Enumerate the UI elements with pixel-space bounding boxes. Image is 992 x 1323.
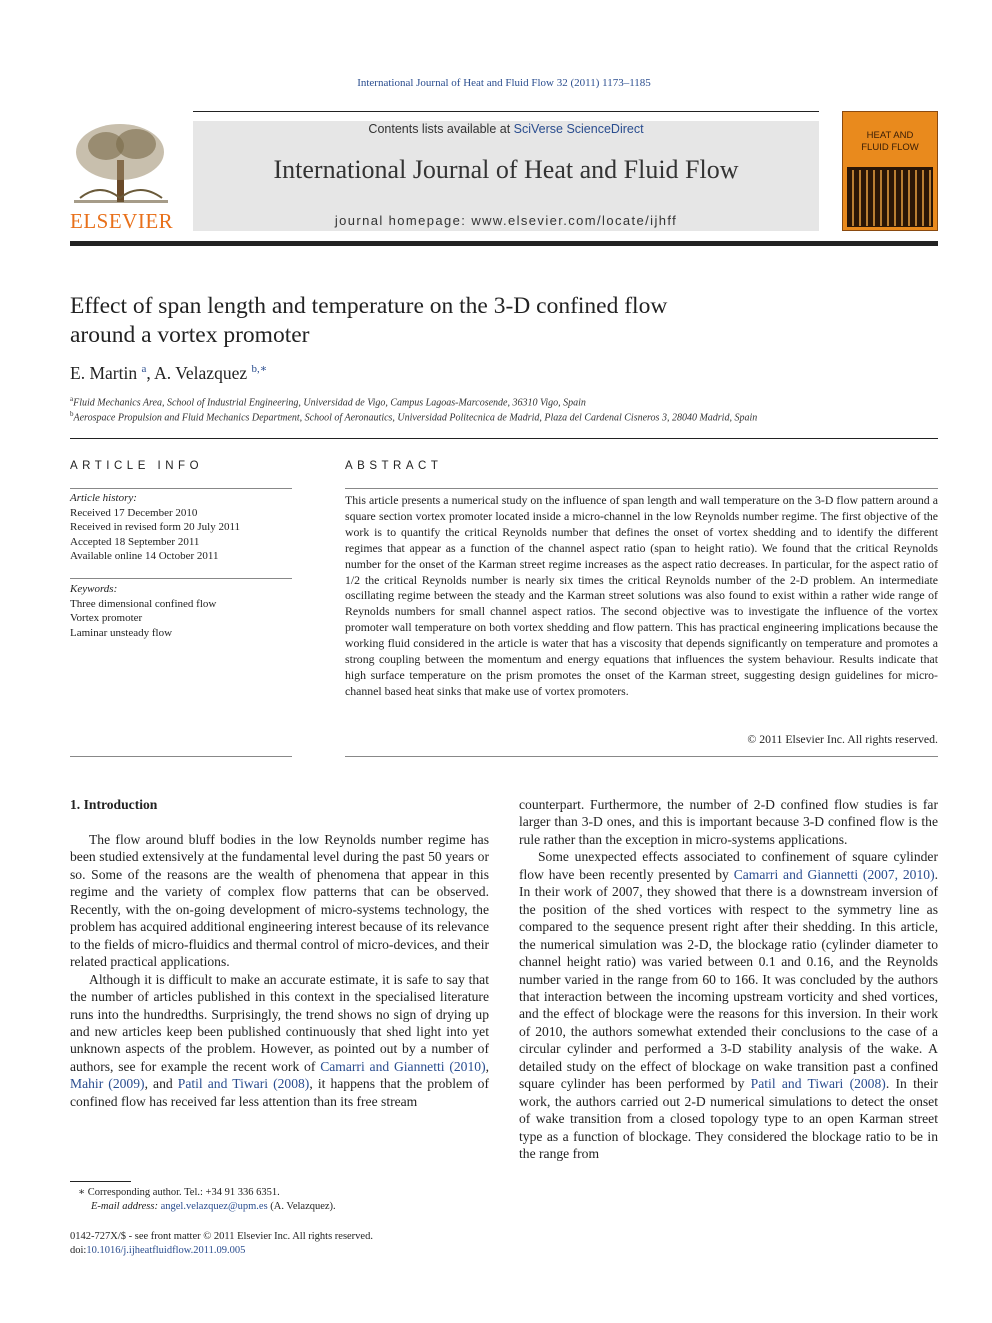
author-affiliation-link[interactable]: a [141, 363, 147, 375]
citation-link[interactable]: Mahir (2009) [70, 1076, 145, 1092]
keywords [70, 582, 292, 640]
affiliation-text: Fluid Mechanics Area, School of Industrial Engineering, Universidad de Vigo, Campus Lagoas-Marcosende, 36310 Vigo, Spain [73, 397, 586, 409]
affiliation-mark: a [70, 395, 74, 403]
corresponding-text: Corresponding author. Tel.: +34 91 336 6351. [87, 1187, 280, 1198]
paragraph-text: , and [144, 1076, 178, 1092]
article-title [70, 292, 830, 350]
email-note [91, 1201, 336, 1212]
footnote-star: ∗ [78, 1187, 86, 1198]
history-item: Received in revised form 20 July 2011 [70, 521, 241, 533]
contents-prefix: Contents lists available at [368, 122, 514, 136]
article-history-label: Article history: [70, 492, 137, 504]
header-top-rule [193, 111, 819, 112]
email-label: E-mail address: [91, 1201, 158, 1212]
abstract-heading: ABSTRACT [345, 460, 443, 472]
email-link[interactable]: angel.velazquez@upm.es [160, 1201, 268, 1212]
abstract-copyright: © 2011 Elsevier Inc. All rights reserved. [747, 732, 938, 746]
email-suffix: (A. Velazquez). [270, 1201, 336, 1212]
paragraph [70, 971, 489, 1111]
paragraph: counterpart. Furthermore, the number of 2-D confined flow studies is far larger than 3-D ones, and this is important because 3-D confined flow is the rule rather than the exception in micro-systems applications. [519, 797, 938, 847]
article-title-line1: Effect of span length and temperature on the 3-D confined flow [70, 293, 668, 319]
affiliation-text: Aerospace Propulsion and Fluid Mechanics Department, School of Aeronautics, Universidad Politecnica de Madrid, Plaza del Cardenal Cisneros 3, 28040 Madrid, Spain [73, 412, 758, 424]
paragraph [519, 848, 938, 1162]
article-info-bottom-rule [70, 756, 292, 757]
history-item: Available online 14 October 2011 [70, 550, 219, 562]
body-left-column [70, 831, 489, 1110]
doi-link[interactable]: 10.1016/j.ijheatfluidflow.2011.09.005 [86, 1245, 246, 1256]
elsevier-wordmark: ELSEVIER [70, 209, 174, 233]
footnote-rule [70, 1181, 131, 1182]
abstract-bottom-rule [345, 756, 938, 757]
contents-line [193, 122, 819, 136]
affiliation-rule [70, 438, 938, 439]
journal-cover[interactable] [842, 111, 938, 231]
citation-link[interactable]: Patil and Tiwari (2008) [177, 1076, 310, 1092]
article-history [70, 491, 292, 564]
paragraph: The flow around bluff bodies in the low Reynolds number regime has been studied extensively at the fundamental level during the past 50 years or so. Some of the reasons are the wealth of phenomena that appear in this regime and the variety of complex flow patterns that can be observed. Recently, with the on-going development of micro-systems technology, the problem has acquired additional engineering interest because of its relevance to the fields of micro-fluidics and thermal control of micro-devices, and their related practical applications. [70, 832, 490, 970]
citation-link[interactable]: Patil and Tiwari (2008) [750, 1076, 886, 1092]
paragraph-text: , [485, 1058, 489, 1074]
paragraph-text: Some unexpected effects associated to confinement of square cylinder flow have been recently presented by [519, 849, 938, 882]
affiliation-b [70, 410, 757, 423]
abstract-rule [345, 488, 938, 489]
sciencedirect-link[interactable]: SciVerse ScienceDirect [513, 122, 644, 136]
section-heading: 1. Introduction [70, 797, 158, 812]
article-title-line2: around a vortex promoter [70, 322, 310, 348]
affiliation-mark: b [70, 410, 74, 418]
issn-line: 0142-727X/$ - see front matter © 2011 Elsevier Inc. All rights reserved. [70, 1231, 373, 1242]
cover-title-line1: HEAT AND [866, 130, 914, 141]
cover-art-icon [843, 112, 938, 231]
abstract-text: This article presents a numerical study on the influence of span length and wall temperature on the 3-D flow pattern around a square section vortex promoter located inside a micro-channel in the low Reynolds number regime. The first objective of the work is to quantify the critical Reynolds number that defines the onset of vortex shedding and to identify the different regimes that appear as a function of the channel aspect ratio (span to height ratio). We found that the critical Reynolds number for the onset of the Karman street regime increases as the aspect ratio decreases. In particular, for the aspect ratio of 1/2 the critical Reynolds number is nearly six times the critical Reynolds number of the 2-D problem. An intermediate oscillating regime between the steady and the Karman street solutions was also found to exist within a rather wide range of Reynolds numbers for small channel aspect ratios. The second objective was to investigate the influence of the vortex promoter wall temperature on both vortex shedding and flow pattern. This has practical engineering implications because the working fluid considered in the article is water that has a viscosity that depends significantly on temperature and promotes a strong coupling between the momentum and energy equations that influences the system behaviour. Results indicate that high surface temperature on the prism promotes the onset of the Karman street, suggesting design guidelines for micro-channel based heat sinks that make use of vortex promoters. [345, 493, 938, 698]
paragraph-text: Although it is difficult to make an accurate estimate, it is safe to say that the number of articles published in this context in the specialised literature runs into the hundredths. Surprisingly, the trend shows no sign of drying up and new articles keep been published continuously that shed light into yet unknown aspects of the problem. However, as pointed out by a number of authors, see for example the recent work of [70, 971, 489, 1074]
journal-title: International Journal of Heat and Fluid Flow [273, 155, 739, 184]
history-item: Received 17 December 2010 [70, 506, 198, 519]
author-separator: , [146, 362, 155, 383]
author-name: E. Martin [70, 362, 138, 383]
corresponding-author-note [78, 1186, 280, 1198]
keyword-item: Three dimensional confined flow [70, 597, 217, 610]
affiliation-a [70, 395, 586, 408]
keyword-item: Laminar unsteady flow [70, 626, 173, 639]
paragraph-text: . In their work, the authors carried out 2-D numerical simulations to detect the onset of wake transition from a closed topology type to an open Karman street type as a function of blockage. They considered the blockage ratio to be in the range from [519, 1076, 938, 1162]
running-citation[interactable]: International Journal of Heat and Fluid Flow 32 (2011) 1173–1185 [357, 77, 651, 89]
citation-link[interactable]: Camarri and Giannetti (2010) [320, 1058, 486, 1074]
keywords-rule [70, 578, 292, 579]
paragraph-text: . In their work of 2007, they showed that there is a downstream inversion of the position of the shed vortices with respect to the symmetry line as compared to the sequence present right after their shedding. In this article, the numerical simulation was 2-D, the blockage ratio (cylinder diameter to channel height ratio) was varied between 0.1 and 0.16, and the Reynolds number varied in the range from 60 to 166. It was concluded by the authors that interaction between the incoming upstream vorticity and shed vortices, and the effect of blockage were the reasons for this inversion. In their work of 2010, the authors somewhat extended their conclusions to the case of a circular cylinder and performed a 3-D stability analysis of the wake. A detailed study on the effect of blockage on wake transition past a confined square cylinder has been performed by [519, 866, 938, 1092]
doi-line [70, 1245, 245, 1256]
elsevier-logo[interactable] [70, 120, 172, 232]
article-info-rule [70, 488, 292, 489]
author-affiliation-link[interactable]: b,∗ [251, 363, 268, 375]
doi-label: doi: [70, 1245, 87, 1256]
author-name: A. Velazquez [154, 362, 248, 383]
paragraph-text: , it happens that the problem of confined flow has received far less attention than its free stream [70, 1076, 489, 1109]
citation-link[interactable]: Camarri and Giannetti (2007, 2010) [733, 866, 935, 882]
history-item: Accepted 18 September 2011 [70, 535, 200, 548]
keywords-label: Keywords: [70, 583, 118, 595]
article-info-heading: ARTICLE INFO [70, 460, 204, 472]
keyword-item: Vortex promoter [70, 612, 143, 624]
header-thick-rule [70, 241, 938, 246]
cover-title-line2: FLUID FLOW [861, 142, 919, 153]
journal-homepage[interactable]: journal homepage: www.elsevier.com/locate/ijhff [334, 213, 678, 228]
author-list [70, 362, 267, 384]
body-right-column [519, 796, 938, 1163]
